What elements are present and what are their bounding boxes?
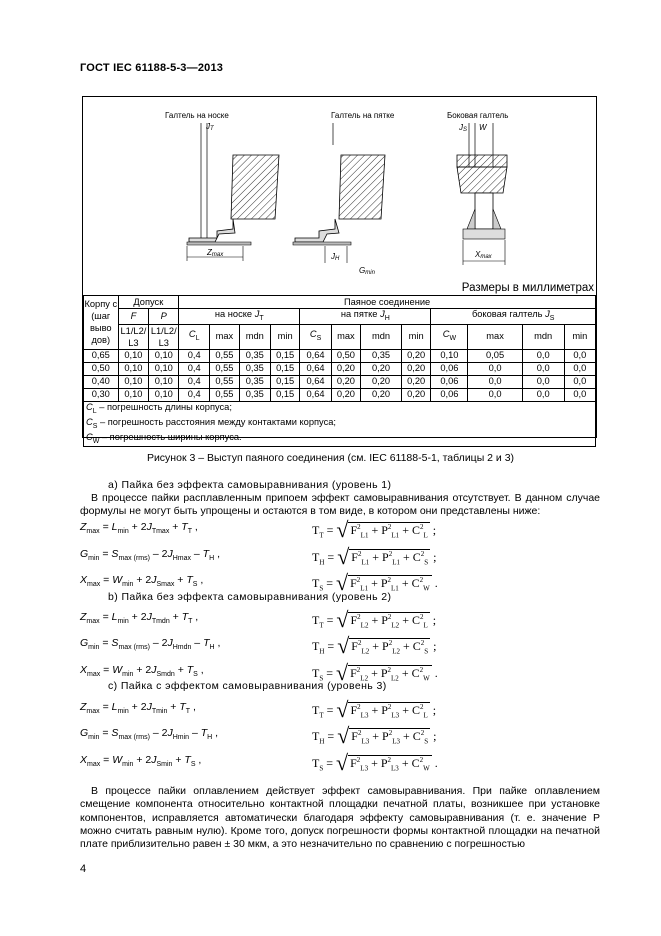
formula-right: $T_T$ = √ $F^2_{L2} + P^2_{L2} + C^2_L$ ; bbox=[312, 607, 437, 632]
label-xmax: Xmax bbox=[475, 250, 492, 260]
table-cell: 0,0 bbox=[522, 362, 564, 375]
table-cell: 0,0 bbox=[564, 388, 595, 401]
label-zmax: Zmax bbox=[207, 248, 224, 258]
solder-joint-drawing bbox=[83, 97, 596, 287]
table-cell: 0,55 bbox=[210, 349, 239, 362]
header-min: min bbox=[270, 324, 299, 349]
header-max: max bbox=[468, 324, 522, 349]
table-cell: 0,20 bbox=[401, 349, 430, 362]
page-number: 4 bbox=[80, 863, 87, 875]
label-w: W bbox=[479, 123, 487, 132]
table-cell: 0,20 bbox=[331, 362, 360, 375]
formula-right: $T_T$ = √ $F^2_{L1} + P^2_{L1} + C^2_L$ ; bbox=[312, 517, 437, 542]
table-cell: 0,15 bbox=[270, 349, 299, 362]
label-side: Боковая галтель bbox=[447, 111, 509, 120]
formula-right: $T_T$ = √ $F^2_{L3} + P^2_{L3} + C^2_L$ ; bbox=[312, 697, 437, 722]
label-jh: JH bbox=[331, 252, 340, 262]
table-cell: 0,20 bbox=[401, 375, 430, 388]
table-cell: 0,0 bbox=[564, 349, 595, 362]
formula-left: $Z_{max} = L_{min} + 2J_{Tmin} + T_T$ , bbox=[80, 701, 196, 716]
toe-body bbox=[231, 155, 279, 219]
table-cell: 0,20 bbox=[361, 375, 402, 388]
table-cell: 0,06 bbox=[431, 388, 468, 401]
header-l-f: L1/L2/ L3 bbox=[118, 324, 149, 349]
table-cell: 0,35 bbox=[239, 375, 270, 388]
header-p: P bbox=[149, 309, 179, 325]
table-cell: 0,64 bbox=[300, 349, 331, 362]
table-cell: 0,35 bbox=[361, 349, 402, 362]
label-heel: Галтель на пятке bbox=[331, 111, 395, 120]
table-cell: 0,10 bbox=[118, 375, 149, 388]
label-js: JS bbox=[459, 123, 468, 133]
formula-left: $Z_{max} = L_{min} + 2J_{Tmax} + T_T$ , bbox=[80, 521, 198, 536]
formula-left: $G_{min} = S_{max (rms)} - 2J_{Hmdn} - T_H$ , bbox=[80, 637, 221, 652]
header-toe: на носке $J_T$ bbox=[179, 309, 300, 325]
table-cell: 0,0 bbox=[468, 362, 522, 375]
table-cell: 0,50 bbox=[84, 362, 119, 375]
table-cell: 0,0 bbox=[522, 349, 564, 362]
units-label: Размеры в миллиметрах bbox=[461, 282, 594, 294]
table-cell: 0,20 bbox=[401, 362, 430, 375]
table-cell: 0,10 bbox=[118, 362, 149, 375]
header-mdn: mdn bbox=[522, 324, 564, 349]
table-cell: 0,64 bbox=[300, 375, 331, 388]
table-cell: 0,4 bbox=[179, 362, 210, 375]
table-cell: 0,20 bbox=[401, 388, 430, 401]
formula-left: $G_{min} = S_{max (rms)} - 2J_{Hmax} - T_H$ , bbox=[80, 548, 220, 563]
table-cell: 0,05 bbox=[468, 349, 522, 362]
table-cell: 0,10 bbox=[431, 349, 468, 362]
formula-right: $T_H$ = √ $F^2_{L1} + P^2_{L1} + C^2_S$ ; bbox=[312, 544, 437, 569]
header-case: Корпу с (шаг выво дов) bbox=[84, 296, 119, 350]
header-mdn: mdn bbox=[361, 324, 402, 349]
table-cell: 0,0 bbox=[468, 375, 522, 388]
formula-right: $T_S$ = √ $F^2_{L3} + P^2_{L3} + C^2_W$ . bbox=[312, 750, 438, 775]
formula-left: $X_{max} = W_{min} + 2J_{Smin} + T_S$ , bbox=[80, 754, 202, 769]
table-cell: 0,20 bbox=[361, 388, 402, 401]
table-cell: 0,55 bbox=[210, 362, 239, 375]
table-cell: 0,55 bbox=[210, 388, 239, 401]
paragraph-1: В процессе пайки расплавленным припоем эффект самовыравнивания отсутствует. В данном случае формулы не могут быть упрощены и остаются в том виде, в котором они представлены ниже: bbox=[80, 492, 600, 518]
table-cell: 0,20 bbox=[361, 362, 402, 375]
figure-box bbox=[82, 96, 597, 445]
dimensions-table bbox=[83, 295, 596, 447]
table-cell: 0,0 bbox=[522, 375, 564, 388]
document-header: ГОСТ IEC 61188-5-3—2013 bbox=[80, 62, 224, 74]
table-cell: 0,10 bbox=[149, 388, 179, 401]
header-l-p: L1/L2/ L3 bbox=[150, 325, 177, 348]
table-cell: 0,10 bbox=[118, 388, 149, 401]
table-cell: 0,4 bbox=[179, 388, 210, 401]
table-cell: 0,0 bbox=[564, 375, 595, 388]
table-cell: 0,10 bbox=[149, 349, 179, 362]
label-jt: JT bbox=[206, 122, 214, 132]
formula-left: $X_{max} = W_{min} + 2J_{Smdn} + T_S$ , bbox=[80, 664, 204, 679]
header-cl: $C_L$ bbox=[179, 324, 210, 349]
header-min: min bbox=[564, 324, 595, 349]
header-side: боковая галтель $J_S$ bbox=[431, 309, 596, 325]
section-a-heading: a) Пайка без эффекта самовыравнивания (уровень 1) bbox=[108, 479, 392, 491]
table-cell: 0,15 bbox=[270, 362, 299, 375]
label-gmin: Gmin bbox=[359, 266, 375, 276]
table-cell: 0,40 bbox=[84, 375, 119, 388]
table-cell: 0,10 bbox=[149, 362, 179, 375]
table-cell: 0,50 bbox=[331, 349, 360, 362]
header-cs: $C_S$ bbox=[300, 324, 331, 349]
table-cell: 0,35 bbox=[239, 349, 270, 362]
header-mdn: mdn bbox=[239, 324, 270, 349]
heel-body bbox=[339, 155, 385, 219]
note-cl: $C_L$ – погрешность длины корпуса; bbox=[84, 401, 596, 416]
table-cell: 0,10 bbox=[149, 375, 179, 388]
section-c-heading: c) Пайка с эффектом самовыравнивания (уровень 3) bbox=[108, 680, 387, 692]
table-cell: 0,35 bbox=[239, 388, 270, 401]
table-cell: 0,64 bbox=[300, 388, 331, 401]
header-max: max bbox=[210, 324, 239, 349]
figure-caption: Рисунок 3 – Выступ паяного соединения (см. IEC 61188-5-1, таблицы 2 и 3) bbox=[146, 452, 515, 464]
formula-right: $T_H$ = √ $F^2_{L2} + P^2_{L2} + C^2_S$ ; bbox=[312, 633, 437, 658]
table-cell: 0,06 bbox=[431, 362, 468, 375]
header-min: min bbox=[401, 324, 430, 349]
label-toe: Галтель на носке bbox=[165, 111, 229, 120]
table-row bbox=[84, 349, 596, 362]
table-cell: 0,15 bbox=[270, 388, 299, 401]
table-cell: 0,10 bbox=[118, 349, 149, 362]
table-row bbox=[84, 388, 596, 401]
table-cell: 0,65 bbox=[84, 349, 119, 362]
formula-right: $T_H$ = √ $F^2_{L3} + P^2_{L3} + C^2_S$ ; bbox=[312, 723, 437, 748]
formula-right: $T_S$ = √ $F^2_{L2} + P^2_{L2} + C^2_W$ . bbox=[312, 660, 438, 685]
header-joint: Паяное соединение bbox=[179, 296, 596, 309]
header-heel: на пятке $J_H$ bbox=[300, 309, 431, 325]
note-cw: $C_W$ – погрешность ширины корпуса. bbox=[84, 432, 596, 447]
header-f: F bbox=[118, 309, 149, 325]
table-cell: 0,35 bbox=[239, 362, 270, 375]
note-cs: $C_S$ – погрешность расстояния между контактами корпуса; bbox=[84, 417, 596, 432]
side-body bbox=[457, 155, 507, 167]
header-cw: $C_W$ bbox=[431, 324, 468, 349]
table-cell: 0,0 bbox=[522, 388, 564, 401]
table-cell: 0,0 bbox=[564, 362, 595, 375]
table-cell: 0,20 bbox=[331, 375, 360, 388]
table-cell: 0,30 bbox=[84, 388, 119, 401]
table-row bbox=[84, 362, 596, 375]
formula-left: $X_{max} = W_{min} + 2J_{Smax} + T_S$ , bbox=[80, 574, 204, 589]
section-b-heading: b) Пайка без эффекта самовыравнивания (уровень 2) bbox=[108, 591, 392, 603]
header-max: max bbox=[331, 324, 360, 349]
table-cell: 0,4 bbox=[179, 349, 210, 362]
table-row bbox=[84, 375, 596, 388]
table-cell: 0,55 bbox=[210, 375, 239, 388]
table-cell: 0,20 bbox=[331, 388, 360, 401]
paragraph-2: В процессе пайки оплавлением действует эффект самовыравнивания. При пайке оплавлением смещение компонента относительно контактной площадки печатной платы, возникшее при установке компонентов, исправляется автоматически благодаря эффекту самовыравнивания (т. е. значение P можно считать равным нулю). Кроме того, допуск погрешности формы контактной площадки на печатной плате приблизительно равен ± 30 мкм, а это незначительно по сравнению с погрешностью bbox=[80, 785, 600, 851]
formula-left: $G_{min} = S_{max (rms)} - 2J_{Hmin} - T_H$ , bbox=[80, 727, 219, 742]
table-cell: 0,06 bbox=[431, 375, 468, 388]
table-cell: 0,64 bbox=[300, 362, 331, 375]
table-cell: 0,0 bbox=[468, 388, 522, 401]
formula-left: $Z_{max} = L_{min} + 2J_{Tmdn} + T_T$ , bbox=[80, 611, 199, 626]
table-cell: 0,15 bbox=[270, 375, 299, 388]
table-cell: 0,4 bbox=[179, 375, 210, 388]
formula-right: $T_S$ = √ $F^2_{L1} + P^2_{L1} + C^2_W$ . bbox=[312, 570, 438, 595]
header-tolerance: Допуск bbox=[118, 296, 179, 309]
